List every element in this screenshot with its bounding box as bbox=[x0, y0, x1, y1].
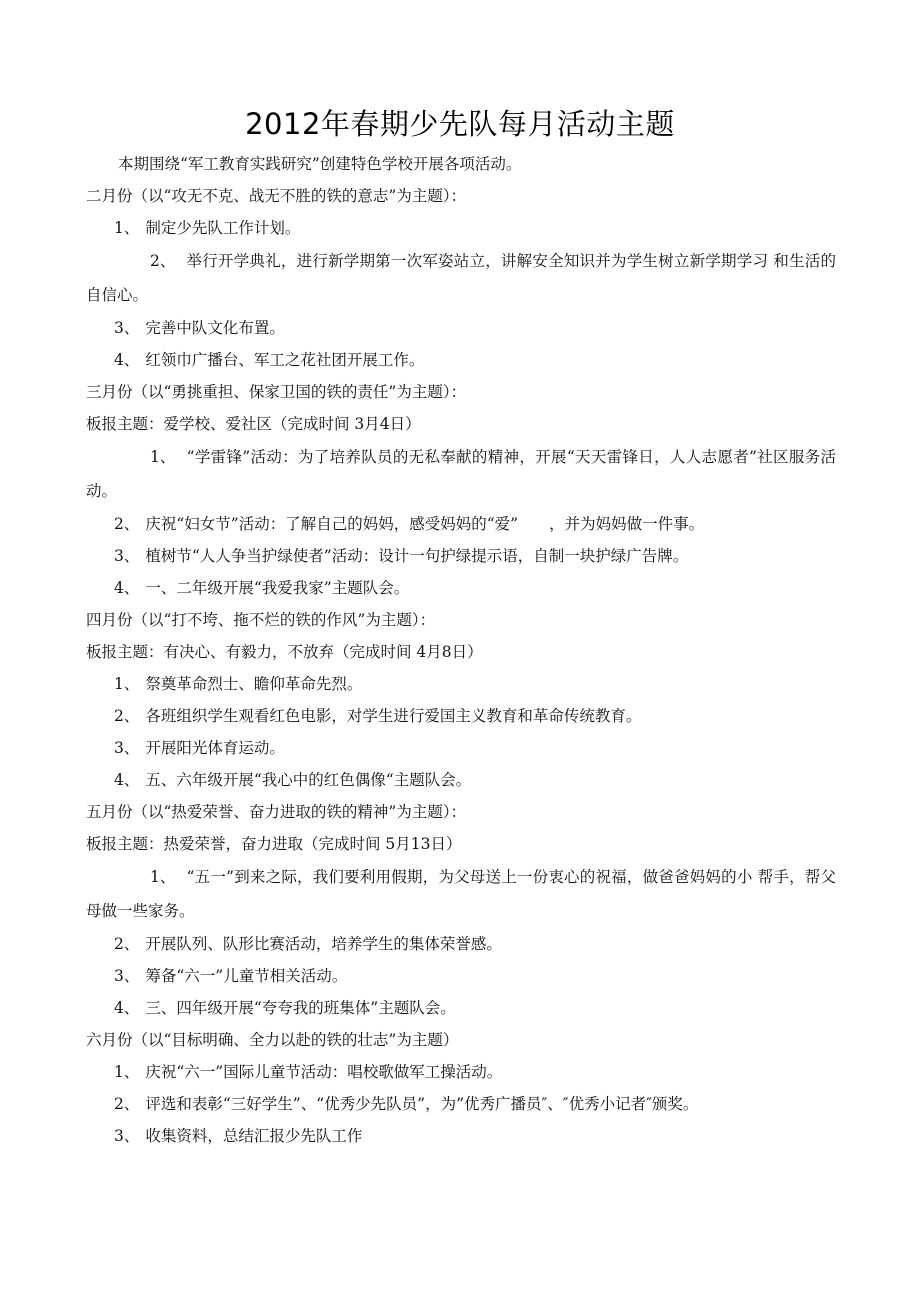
item-text: 筹备“六一”儿童节相关活动。 bbox=[145, 967, 348, 985]
item-text: 开展阳光体育运动。 bbox=[145, 739, 285, 757]
item-number: 3、 bbox=[114, 739, 140, 757]
item-number: 2、 bbox=[114, 707, 140, 725]
list-item bbox=[86, 212, 836, 244]
list-item bbox=[86, 312, 836, 344]
item-number: 1、 bbox=[114, 675, 140, 693]
list-item bbox=[86, 928, 836, 960]
list-item bbox=[86, 508, 836, 540]
list-item bbox=[86, 960, 836, 992]
intro-paragraph: 本期围绕“军工教育实践研究”创建特色学校开展各项活动。 bbox=[118, 155, 522, 173]
item-number: 4、 bbox=[114, 999, 140, 1017]
item-number: 2、 bbox=[114, 515, 140, 533]
item-text: 收集资料，总结汇报少先队工作 bbox=[145, 1127, 363, 1145]
list-item bbox=[86, 860, 836, 928]
month-heading-april: 四月份（以“打不垮、拖不烂的铁的作风”为主题）： bbox=[86, 611, 436, 629]
item-text: 五、六年级开展“我心中的红色偶像“主题队会。 bbox=[145, 771, 472, 789]
item-text: 红领巾广播台、军工之花社团开展工作。 bbox=[145, 351, 425, 369]
list-item bbox=[86, 1088, 836, 1120]
item-number: 1、 bbox=[150, 868, 176, 886]
item-text: 制定少先队工作计划。 bbox=[145, 219, 301, 237]
list-item bbox=[86, 700, 836, 732]
item-number: 4、 bbox=[114, 351, 140, 369]
list-item bbox=[86, 540, 836, 572]
item-number: 1、 bbox=[114, 219, 140, 237]
item-number: 2、 bbox=[114, 1095, 140, 1113]
list-item bbox=[86, 572, 836, 604]
item-number: 3、 bbox=[114, 319, 140, 337]
month-heading-may: 五月份（以“热爱荣誉、奋力进取的铁的精神”为主题）： bbox=[86, 803, 467, 821]
item-number: 3、 bbox=[114, 967, 140, 985]
item-number: 3、 bbox=[114, 547, 140, 565]
item-number: 1、 bbox=[114, 1063, 140, 1081]
item-number: 3、 bbox=[114, 1127, 140, 1145]
month-heading-march: 三月份（以“勇挑重担、保家卫国的铁的责任”为主题）： bbox=[86, 383, 467, 401]
document-body bbox=[86, 148, 836, 1152]
item-text: 庆祝“六一”国际儿童节活动：唱校歌做军工操活动。 bbox=[145, 1063, 503, 1081]
month-heading-february: 二月份（以“攻无不克、战无不胜的铁的意志”为主题）： bbox=[86, 187, 467, 205]
item-number: 4、 bbox=[114, 579, 140, 597]
item-text: 各班组织学生观看红色电影，对学生进行爱国主义教育和革命传统教育。 bbox=[145, 707, 642, 725]
item-text: 一、二年级开展“我爱我家”主题队会。 bbox=[145, 579, 410, 597]
board-theme-april: 板报主题：有决心、有毅力，不放弃（完成时间 4月8日） bbox=[86, 643, 483, 661]
board-theme-march: 板报主题：爱学校、爱社区（完成时间 3月4日） bbox=[86, 415, 421, 433]
item-text: 庆祝“妇女节”活动：了解自己的妈妈，感受妈妈的“爱” ，并为妈妈做一件事。 bbox=[145, 515, 705, 533]
list-item bbox=[86, 668, 836, 700]
page-title: 2012年春期少先队每月活动主题 bbox=[245, 107, 675, 141]
item-number: 2、 bbox=[114, 935, 140, 953]
item-number: 2、 bbox=[150, 252, 176, 270]
list-item bbox=[86, 244, 836, 312]
item-text: “学雷锋”活动：为了培养队员的无私奉献的精神，开展“天天雷锋日，人人志愿者”社区服务活动。 bbox=[86, 448, 836, 500]
item-text: 完善中队文化布置。 bbox=[145, 319, 285, 337]
list-item bbox=[86, 1056, 836, 1088]
item-text: 评选和表彰“三好学生”、“优秀少先队员”，为”优秀广播员″、″优秀小记者″颁奖。 bbox=[145, 1095, 699, 1113]
month-heading-june: 六月份（以“目标明确、全力以赴的铁的壮志”为主题） bbox=[86, 1031, 459, 1049]
item-text: 开展队列、队形比赛活动，培养学生的集体荣誉感。 bbox=[145, 935, 502, 953]
item-text: 三、四年级开展“夸夸我的班集体”主题队会。 bbox=[145, 999, 456, 1017]
list-item bbox=[86, 764, 836, 796]
list-item bbox=[86, 992, 836, 1024]
item-number: 4、 bbox=[114, 771, 140, 789]
item-text: 举行开学典礼，进行新学期第一次军姿站立，讲解安全知识并为学生树立新学期学习 和生活的自信心。 bbox=[86, 252, 836, 304]
item-text: 祭奠革命烈士、瞻仰革命先烈。 bbox=[145, 675, 363, 693]
item-text: 植树节“人人争当护绿使者”活动：设计一句护绿提示语，自制一块护绿广告牌。 bbox=[145, 547, 689, 565]
board-theme-may: 板报主题：热爱荣誉，奋力进取（完成时间 5月13日） bbox=[86, 835, 462, 853]
list-item bbox=[86, 1120, 836, 1152]
item-text: “五一”到来之际，我们要利用假期，为父母送上一份衷心的祝福，做爸爸妈妈的小 帮手，帮父母做一些家务。 bbox=[86, 868, 836, 920]
list-item bbox=[86, 344, 836, 376]
item-number: 1、 bbox=[150, 448, 176, 466]
list-item bbox=[86, 440, 836, 508]
list-item bbox=[86, 732, 836, 764]
